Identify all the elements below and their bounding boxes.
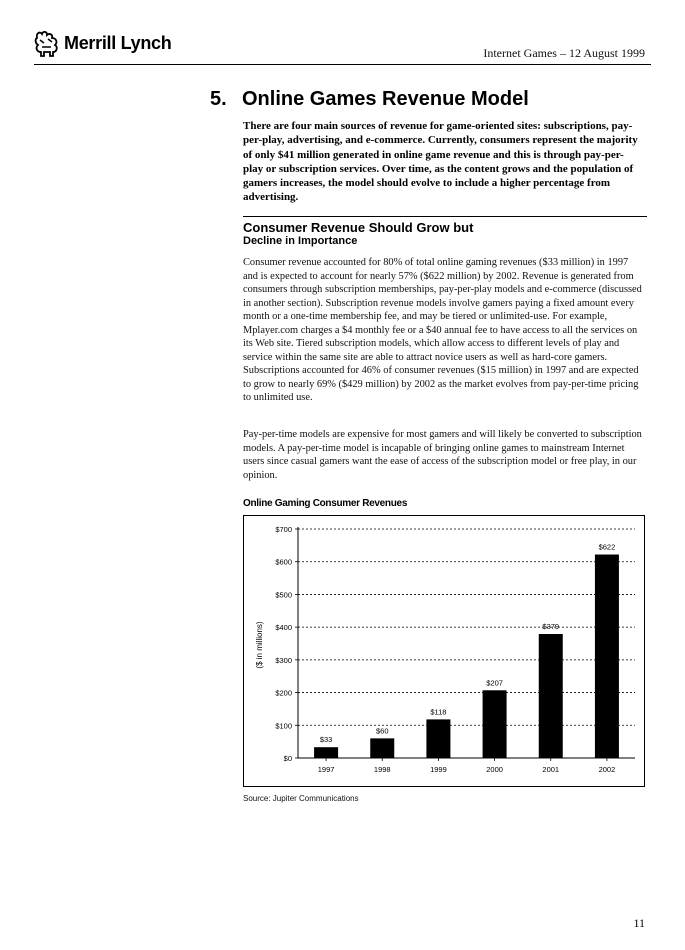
bar-1998 bbox=[370, 738, 394, 758]
y-tick-label: $0 bbox=[283, 754, 292, 763]
data-label-2002: $622 bbox=[598, 542, 616, 552]
bar-2000 bbox=[483, 690, 507, 758]
chart-title: Online Gaming Consumer Revenues bbox=[243, 498, 408, 509]
section-intro: There are four main sources of revenue for game-oriented sites: subscriptions, pay-per-play, advertising, and e-commerce. Currently, consumers represent the majority of only $41 million generated in online game revenue and this is through pay-per-play or subscription services. Over time, as the content grows and the population of gamers increases, the model should evolve to include a higher percentage from advertising. bbox=[243, 120, 638, 204]
y-tick-label: $100 bbox=[275, 721, 292, 731]
y-tick-label: $700 bbox=[275, 525, 292, 534]
bar-2001 bbox=[539, 634, 563, 758]
x-tick-label-2000: 2000 bbox=[486, 765, 503, 774]
revenue-chart bbox=[243, 515, 645, 787]
page-number: 11 bbox=[633, 916, 645, 930]
y-tick-label: $200 bbox=[275, 688, 292, 698]
body-paragraph-2: Pay-per-time models are expensive for most gamers and will likely be converted to subscription models. A pay-per-time model is incapable of bringing online games to mainstream Internet users since casual gamers want the ease of access of the subscription model or free play, in our opinion. bbox=[243, 429, 642, 481]
subsection-subtitle: Decline in Importance bbox=[243, 235, 358, 247]
data-label-1998: $60 bbox=[375, 726, 389, 736]
y-axis-label: ($ in millions) bbox=[255, 621, 264, 669]
report-header: Internet Games – 12 August 1999 bbox=[483, 46, 645, 60]
y-tick-label: $600 bbox=[275, 557, 292, 567]
y-tick-label: $300 bbox=[275, 655, 292, 665]
subsection-title: Consumer Revenue Should Grow but bbox=[243, 220, 474, 235]
x-tick-label-2001: 2001 bbox=[542, 765, 560, 774]
subsection-divider bbox=[243, 216, 647, 217]
data-label-2000: $207 bbox=[486, 678, 503, 688]
chart-svg bbox=[243, 515, 645, 787]
x-tick-label-1997: 1997 bbox=[317, 765, 335, 774]
section-number: 5. bbox=[210, 88, 227, 110]
x-tick-label-2002: 2002 bbox=[598, 765, 616, 774]
x-tick-label-1999: 1999 bbox=[430, 765, 447, 774]
y-tick-label: $500 bbox=[275, 590, 292, 600]
data-label-2001: $379 bbox=[542, 622, 560, 632]
header-divider bbox=[34, 64, 651, 65]
bar-2002 bbox=[595, 555, 619, 758]
y-tick-label: $400 bbox=[275, 623, 292, 633]
chart-source: Source: Jupiter Communications bbox=[243, 794, 359, 803]
data-label-1997: $33 bbox=[319, 735, 333, 745]
merrill-lynch-logo bbox=[34, 28, 171, 58]
x-tick-label-1998: 1998 bbox=[373, 765, 391, 774]
data-label-1999: $118 bbox=[430, 707, 447, 717]
section-title: Online Games Revenue Model bbox=[242, 88, 529, 110]
body-paragraph-1: Consumer revenue accounted for 80% of total online gaming revenues ($33 million) in 1997 and is expected to account for nearly 57% ($622 million) by 2002. Revenue is generated from consumers through subscription memberships, pay-per-play models and e-commerce (discussed in another section). Subscription revenue models involve gamers paying a fixed amount every month or a one-time membership fee, and may be tiered or unlimited-use. For example, Mplayer.com charges a $4 monthly fee or a $40 annual fee to have access to all the services on its Web site. Tiered subscription models, which allow access to different levels of play and service within the same site are able to attract novice users as well as hard-core gamers. Subscriptions accounted for 46% of consumer revenues ($15 million) in 1997 and are expected to grow to nearly 69% ($429 million) by 2002 as the market evolves from pay-per-time pricing to unlimited use. bbox=[243, 257, 642, 403]
bar-1997 bbox=[314, 747, 338, 758]
bull-logo-icon bbox=[34, 28, 62, 58]
bar-1999 bbox=[426, 719, 450, 758]
brand-name: Merrill Lynch bbox=[64, 32, 172, 53]
section-heading bbox=[210, 88, 529, 111]
